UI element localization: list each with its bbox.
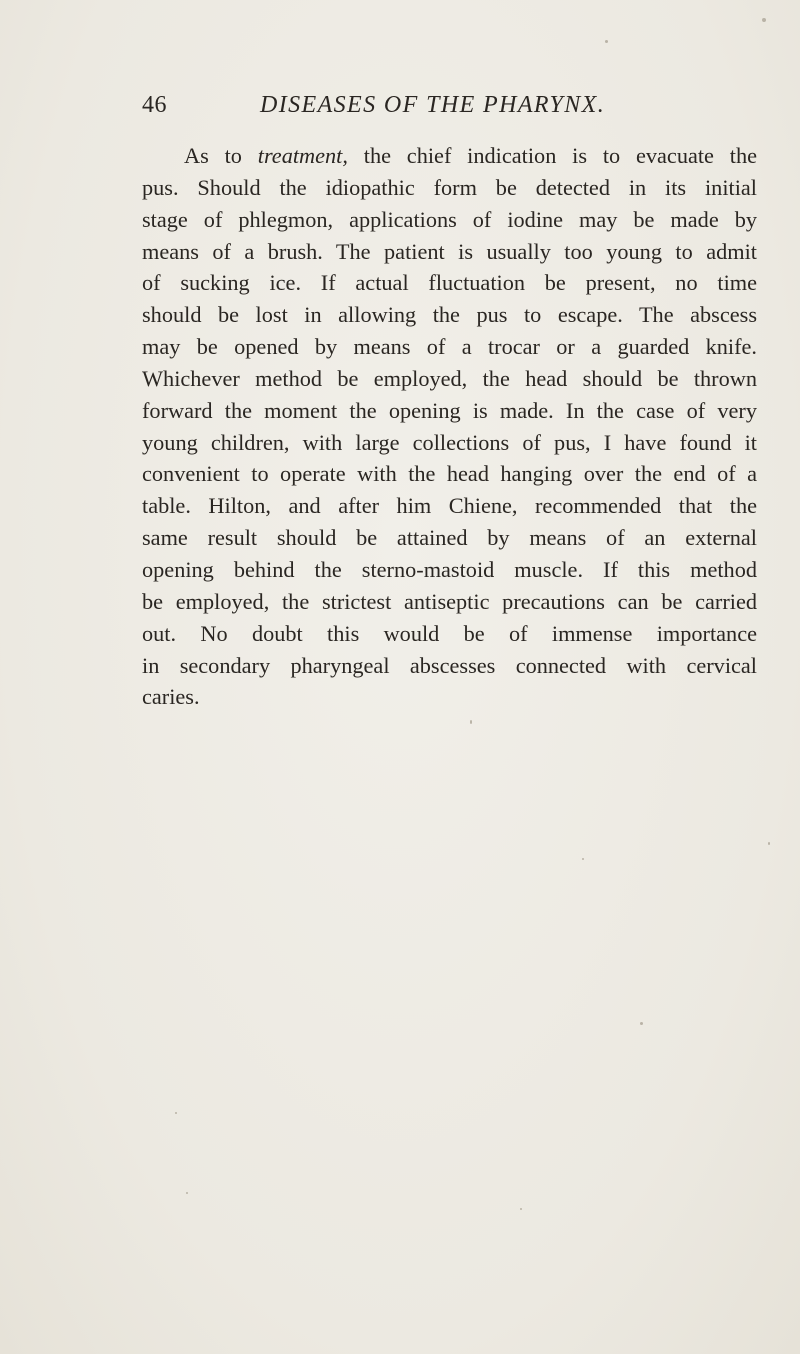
text-line-10: young children, with large collections of pus, I have found it — [142, 429, 757, 455]
text-line-4: means of a brush. The patient is usually too young to admit — [142, 238, 757, 264]
paper-speck — [768, 842, 770, 845]
line-1-rest: the chief indication is to evacuate the — [347, 143, 757, 168]
text-line-3: stage of phlegmon, applications of iodine may be made by — [142, 206, 757, 232]
text-line-9: forward the moment the opening is made. In the case of very — [142, 397, 757, 423]
text-line-15: be employed, the strictest antiseptic precautions can be carried — [142, 588, 757, 614]
text-line-17: in secondary pharyngeal abscesses connected with cervical — [142, 652, 757, 678]
text-line-16: out. No doubt this would be of immense importance — [142, 620, 757, 646]
paper-speck — [186, 1192, 188, 1194]
paper-speck — [605, 40, 608, 43]
text-line-1 — [142, 140, 757, 172]
text-line-11: convenient to operate with the head hanging over the end of a — [142, 461, 757, 487]
emphasis-treatment: treatment, — [257, 143, 348, 168]
text-line-14: opening behind the sterno-mastoid muscle. If this method — [142, 556, 757, 582]
paper-speck — [762, 18, 766, 22]
paper-speck — [640, 1022, 643, 1025]
line-1-lead: As to — [184, 143, 258, 168]
text-line-18: caries. — [142, 684, 200, 710]
paper-speck — [520, 1208, 522, 1210]
text-line-13: same result should be attained by means of an external — [142, 525, 757, 551]
running-head — [142, 92, 606, 122]
body-paragraph — [142, 140, 757, 713]
paper-speck — [582, 858, 584, 860]
text-line-7: may be opened by means of a trocar or a guarded knife. — [142, 334, 757, 360]
paper-speck — [470, 720, 472, 724]
text-line-6: should be lost in allowing the pus to escape. The abscess — [142, 302, 757, 328]
page-number: 46 — [142, 92, 167, 118]
text-line-5: of sucking ice. If actual fluctuation be present, no time — [142, 270, 757, 296]
running-title: DISEASES OF THE PHARYNX. — [260, 92, 606, 118]
text-line-2: pus. Should the idiopathic form be detected in its initial — [142, 174, 757, 200]
paper-speck — [175, 1112, 177, 1114]
text-line-8: Whichever method be employed, the head should be thrown — [142, 365, 757, 391]
text-line-12: table. Hilton, and after him Chiene, recommended that the — [142, 493, 757, 519]
